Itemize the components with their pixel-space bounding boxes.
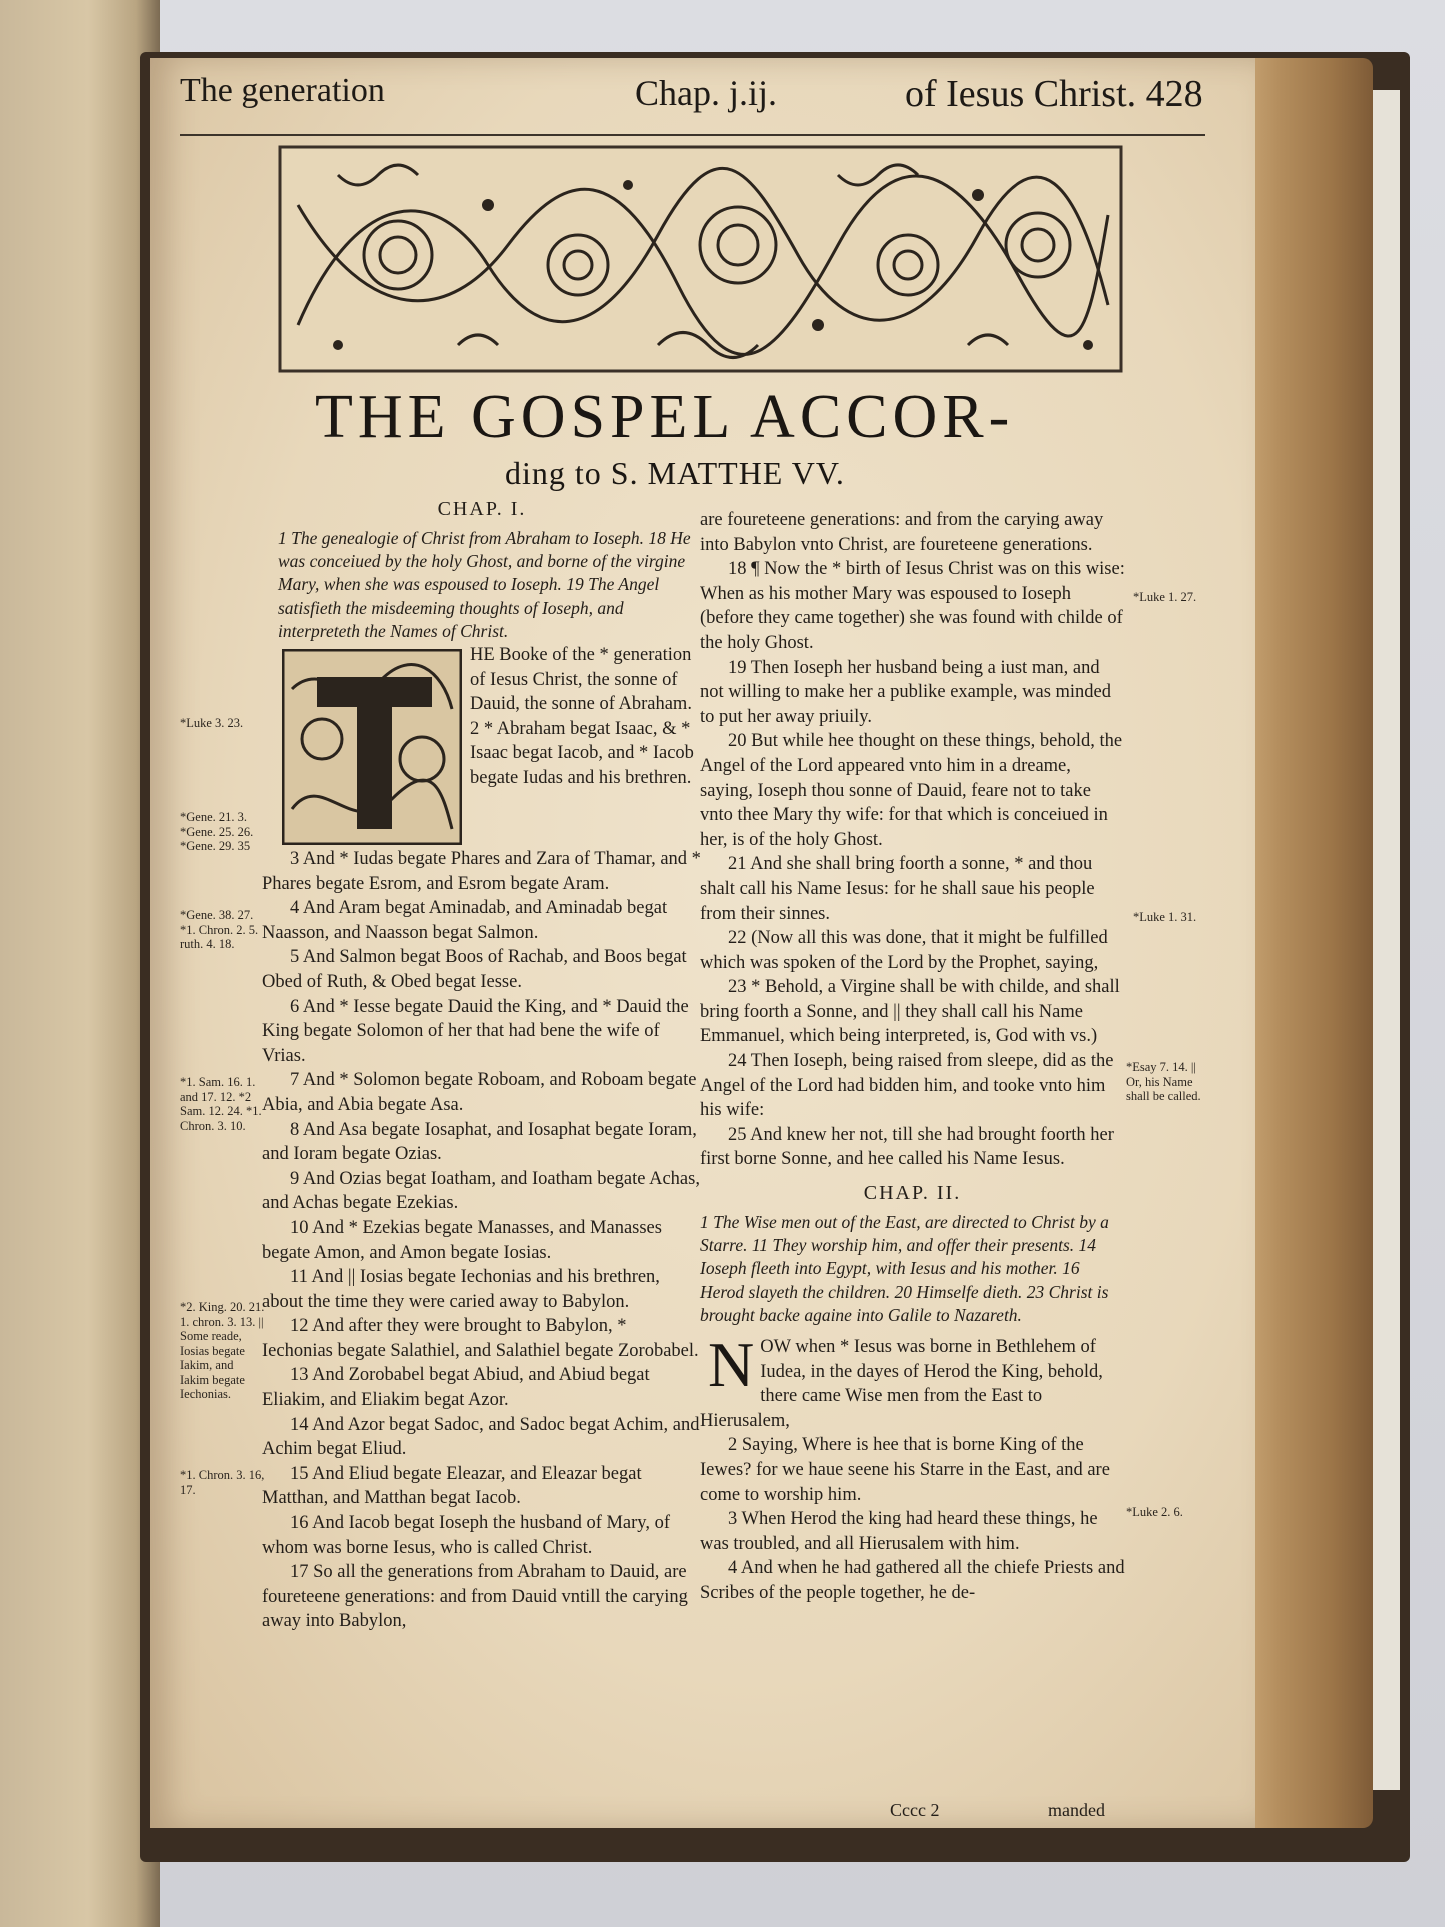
verse-14: 14 And Azor begat Sadoc, and Sadoc begat Achim, and Achim begat Eliud.	[262, 1414, 700, 1460]
verse-6: 6 And * Iesse begate Dauid the King, and * Dauid the King begate Solomon of her that had bene the wife of Vrias.	[262, 996, 689, 1066]
chapter-2-heading: CHAP. II.	[863, 1182, 962, 1205]
verse-13: 13 And Zorobabel begat Abiud, and Abiud begat Eliakim, and Eliakim begat Azor.	[262, 1365, 650, 1411]
verse-9: 9 And Ozias begat Ioatham, and Ioatham begate Achas, and Achas begate Ezekias.	[262, 1168, 700, 1214]
page-block-edge	[1238, 58, 1373, 1828]
verse-25: 25 And knew her not, till she had brought foorth her first borne Sonne, and hee called his Name Iesus.	[700, 1124, 1114, 1170]
verse-21: 21 And she shall bring foorth a sonne, * and thou shalt call his Name Iesus: for he shall saue his people from their sinnes.	[700, 854, 1095, 924]
margin-note: *Esay 7. 14. || Or, his Name shall be called.	[1126, 1060, 1201, 1103]
left-page-edge	[0, 0, 160, 1927]
verse-12: 12 And after they were brought to Babylon, * Iechonias begate Salathiel, and Salathiel begate Zorobabel.	[262, 1316, 699, 1361]
verse-16: 16 And Iacob begat Ioseph the husband of Mary, of whom was borne Iesus, who is called Christ.	[262, 1513, 671, 1558]
decorated-initial-t	[282, 649, 462, 845]
verse-3: 3 And * Iudas begate Phares and Zara of Thamar, and * Phares begate Esrom, and Esrom begate Aram.	[262, 849, 701, 894]
chapter-2-verse-2: 2 Saying, Where is hee that is borne King of the Iewes? for we haue seene his Starre in the East, and are come to worship him.	[700, 1435, 1110, 1505]
initial-n: N	[708, 1329, 755, 1401]
verse-11: 11 And || Iosias begate Iechonias and his brethren, about the time they were caried away to Babylon.	[262, 1267, 660, 1312]
margin-note: *Luke 3. 23.	[180, 716, 244, 730]
margin-note: *1. Chron. 3. 16, 17.	[180, 1468, 265, 1497]
chapter-2-verse-1: OW when * Iesus was borne in Bethlehem of Iudea, in the dayes of Herod the King, behold, there came Wise men from the East to Hierusalem,	[700, 1337, 1103, 1431]
running-head-right: of Iesus Christ. 428	[905, 73, 1203, 115]
chapter-2-verse-4: 4 And when he had gathered all the chiefe Priests and Scribes of the people together, he de-	[700, 1558, 1125, 1603]
verse-5: 5 And Salmon begat Boos of Rachab, and Boos begat Obed of Ruth, & Obed begat Iesse.	[262, 947, 687, 992]
margin-note: *Gene. 21. 3. *Gene. 25. 26. *Gene. 29. 35	[180, 810, 254, 853]
floral-headpiece-ornament	[278, 145, 1123, 373]
chapter-1-opening	[262, 643, 702, 847]
chapter-2-argument: 1 The Wise men out of the East, are directed to Christ by a Starre. 11 They worship him, and offer their presents. 14 Ioseph fleeth into Egypt, with Iesus and his mother. 16 Herod slayeth the children. 20 Himselfe dieth. 23 Christ is brought backe againe into Galile to Nazareth.	[700, 1212, 1109, 1325]
verse-2: 2 * Abraham begat Isaac, & * Isaac begat Iacob, and * Iacob begate Iudas and his brethren.	[470, 718, 694, 788]
verse-23: 23 * Behold, a Virgine shall be with childe, and shall bring foorth a Sonne, and || they shall call his Name Emmanuel, which being interpreted, is, God with vs.)	[700, 977, 1120, 1047]
gospel-title: THE GOSPEL ACCOR-	[315, 383, 1015, 451]
verse-20: 20 But while hee thought on these things, behold, the Angel of the Lord appeared vnto him in a dreame, saying, Ioseph thou sonne of Dauid, feare not to take vnto thee Mary thy wife: for that which is conceiued in her, is of the holy Ghost.	[700, 731, 1123, 850]
chapter-1-argument: 1 The genealogie of Christ from Abraham to Ioseph. 18 He was conceiued by the holy Ghost, and borne of the virgine Mary, when she was espoused to Ioseph. 19 The Angel satisfieth the misdeeming thoughts of Ioseph, and interpreteth the Names of Christ.	[278, 528, 691, 641]
verse-8: 8 And Asa begate Iosaphat, and Iosaphat begate Ioram, and Ioram begate Ozias.	[262, 1119, 697, 1165]
verse-15: 15 And Eliud begate Eleazar, and Eleazar begat Matthan, and Matthan begat Iacob.	[262, 1463, 642, 1509]
chapter-2-verse-3: 3 When Herod the king had heard these things, he was troubled, and all Hierusalem with him.	[700, 1509, 1098, 1554]
right-column	[700, 508, 1125, 1606]
verse-19: 19 Then Ioseph her husband being a iust man, and not willing to make her a publike example, was minded to put her away priuily.	[700, 657, 1112, 727]
verse-1: HE Booke of the * generation of Iesus Christ, the sonne of Dauid, the sonne of Abraham.	[470, 645, 692, 715]
verse-7: 7 And * Solomon begate Roboam, and Roboam begate Abia, and Abia begate Asa.	[262, 1070, 697, 1115]
verse-18: 18 ¶ Now the * birth of Iesus Christ was on this wise: When as his mother Mary was espoused to Ioseph (before they came together) she was found with childe of the holy Ghost.	[700, 559, 1125, 653]
running-head-left: The generation	[180, 72, 385, 109]
verse-10: 10 And * Ezekias begate Manasses, and Manasses begate Amon, and Amon begate Iosias.	[262, 1217, 662, 1263]
margin-note: *2. King. 20. 21. 1. chron. 3. 13. || Some reade, Iosias begate Iakim, and Iakim begate Iechonias.	[180, 1300, 265, 1401]
signature-mark: Cccc 2	[890, 1800, 940, 1820]
verse-24: 24 Then Ioseph, being raised from sleepe, did as the Angel of the Lord had bidden him, and tooke vnto him his wife:	[700, 1051, 1114, 1121]
verse-17: 17 So all the generations from Abraham to Dauid, are foureteene generations: and from Dauid vntill the carying away into Babylon,	[262, 1562, 688, 1632]
verse-4: 4 And Aram begat Aminadab, and Aminadab begat Naasson, and Naasson begat Salmon.	[262, 898, 668, 943]
catchword: manded	[1048, 1800, 1105, 1820]
margin-note: *Luke 1. 27.	[1133, 590, 1197, 604]
chapter-1-heading: CHAP. I.	[437, 498, 527, 520]
margin-note: *Luke 2. 6.	[1126, 1505, 1183, 1519]
verse-22: 22 (Now all this was done, that it might be fulfilled which was spoken of the Lord by the Prophet, saying,	[700, 928, 1108, 973]
running-head-chapter: Chap. j.ij.	[635, 73, 777, 113]
chapter-2-opening	[700, 1329, 1125, 1433]
verse-17-continuation: are foureteene generations: and from the carying away into Babylon vnto Christ, are foureteene generations.	[700, 510, 1104, 555]
gospel-subtitle: ding to S. MATTHE VV.	[505, 455, 845, 491]
margin-note: *Luke 1. 31.	[1133, 910, 1197, 924]
header-rule	[180, 134, 1205, 136]
margin-note: *1. Sam. 16. 1. and 17. 12. *2 Sam. 12. 24. *1. Chron. 3. 10.	[180, 1075, 262, 1133]
margin-note: *Gene. 38. 27. *1. Chron. 2. 5. ruth. 4. 18.	[180, 908, 259, 951]
left-column	[262, 498, 702, 1634]
